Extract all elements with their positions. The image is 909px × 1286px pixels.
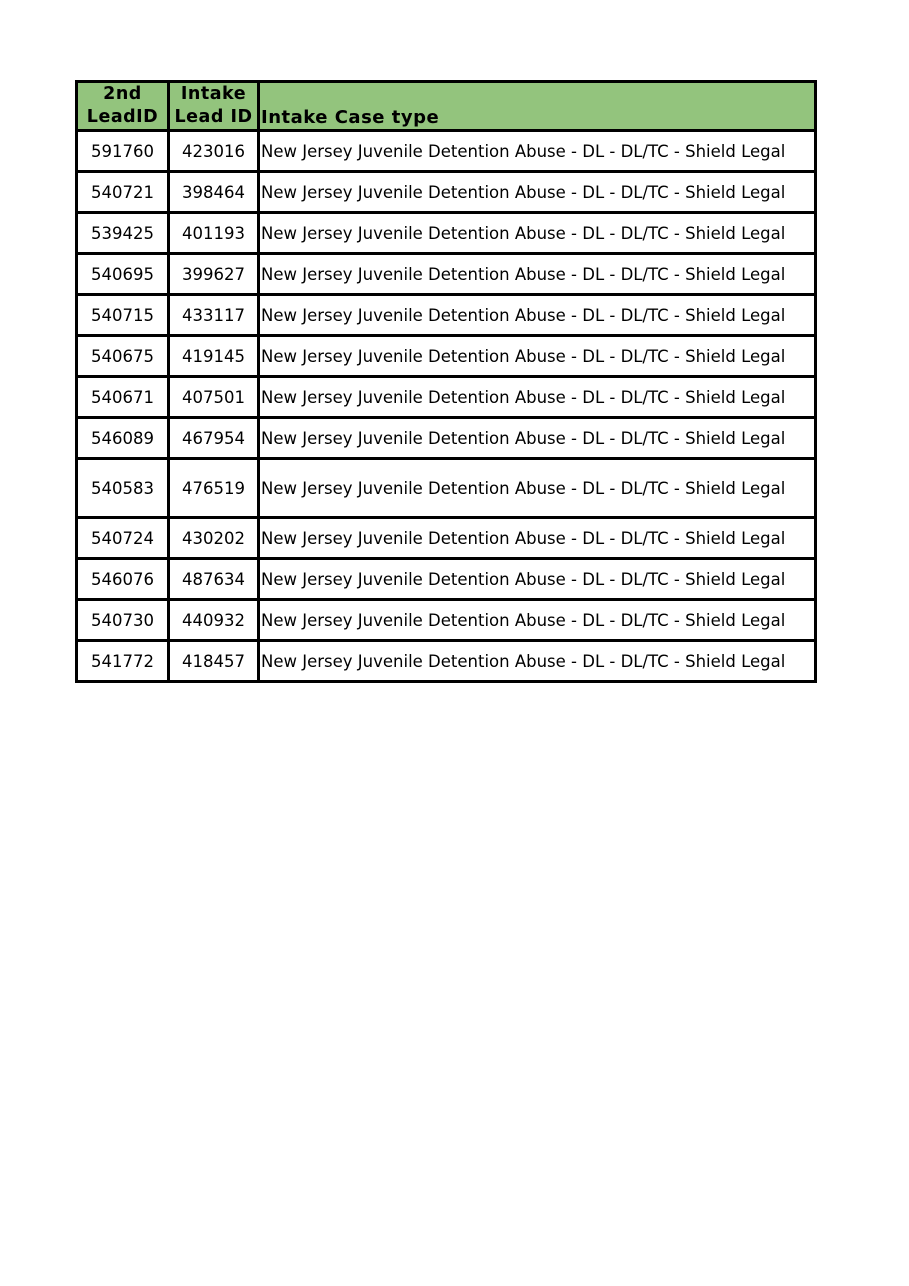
table-row (77, 518, 816, 559)
header-row (77, 82, 816, 131)
table-row (77, 559, 816, 600)
table-row (77, 213, 816, 254)
table-row (77, 600, 816, 641)
table-row (77, 377, 816, 418)
cell-intake-lead-id: 398464 (169, 172, 259, 213)
cell-2nd-lead-id: 540715 (77, 295, 169, 336)
cell-2nd-lead-id: 541772 (77, 641, 169, 682)
cell-2nd-lead-id: 540724 (77, 518, 169, 559)
cell-2nd-lead-id: 539425 (77, 213, 169, 254)
leads-table (75, 80, 817, 683)
cell-intake-lead-id: 476519 (169, 459, 259, 518)
cell-intake-lead-id: 399627 (169, 254, 259, 295)
table-row (77, 418, 816, 459)
cell-intake-lead-id: 430202 (169, 518, 259, 559)
table-row (77, 295, 816, 336)
cell-intake-case-type: New Jersey Juvenile Detention Abuse - DL - DL/TC - Shield Legal (259, 254, 816, 295)
header-2nd-lead-id-line2: LeadID (86, 107, 159, 127)
cell-2nd-lead-id: 546076 (77, 559, 169, 600)
header-2nd-lead-id (77, 82, 169, 131)
spreadsheet-page (75, 80, 817, 683)
cell-intake-lead-id: 487634 (169, 559, 259, 600)
cell-2nd-lead-id: 546089 (77, 418, 169, 459)
table-row (77, 641, 816, 682)
cell-2nd-lead-id: 591760 (77, 131, 169, 172)
cell-intake-lead-id: 433117 (169, 295, 259, 336)
header-intake-lead-id (169, 82, 259, 131)
cell-intake-lead-id: 419145 (169, 336, 259, 377)
header-intake-lead-id-line2: Lead ID (174, 107, 253, 127)
cell-intake-case-type: New Jersey Juvenile Detention Abuse - DL - DL/TC - Shield Legal (259, 418, 816, 459)
cell-intake-case-type: New Jersey Juvenile Detention Abuse - DL - DL/TC - Shield Legal (259, 295, 816, 336)
header-intake-case-type: Intake Case type (259, 82, 816, 131)
cell-intake-lead-id: 440932 (169, 600, 259, 641)
table-row (77, 131, 816, 172)
cell-intake-lead-id: 418457 (169, 641, 259, 682)
cell-2nd-lead-id: 540695 (77, 254, 169, 295)
cell-intake-case-type: New Jersey Juvenile Detention Abuse - DL - DL/TC - Shield Legal (259, 600, 816, 641)
cell-2nd-lead-id: 540583 (77, 459, 169, 518)
cell-intake-lead-id: 401193 (169, 213, 259, 254)
cell-intake-lead-id: 423016 (169, 131, 259, 172)
cell-intake-case-type: New Jersey Juvenile Detention Abuse - DL - DL/TC - Shield Legal (259, 336, 816, 377)
table-row (77, 254, 816, 295)
header-2nd-lead-id-line1: 2nd (103, 84, 142, 104)
cell-intake-case-type: New Jersey Juvenile Detention Abuse - DL - DL/TC - Shield Legal (259, 459, 816, 518)
table-row (77, 172, 816, 213)
cell-intake-case-type: New Jersey Juvenile Detention Abuse - DL - DL/TC - Shield Legal (259, 213, 816, 254)
header-intake-lead-id-line1: Intake (180, 84, 247, 104)
cell-2nd-lead-id: 540730 (77, 600, 169, 641)
cell-intake-case-type: New Jersey Juvenile Detention Abuse - DL - DL/TC - Shield Legal (259, 131, 816, 172)
cell-2nd-lead-id: 540721 (77, 172, 169, 213)
cell-intake-case-type: New Jersey Juvenile Detention Abuse - DL - DL/TC - Shield Legal (259, 518, 816, 559)
table-row (77, 459, 816, 518)
cell-2nd-lead-id: 540671 (77, 377, 169, 418)
cell-intake-lead-id: 467954 (169, 418, 259, 459)
cell-intake-lead-id: 407501 (169, 377, 259, 418)
table-row (77, 336, 816, 377)
cell-intake-case-type: New Jersey Juvenile Detention Abuse - DL - DL/TC - Shield Legal (259, 559, 816, 600)
cell-intake-case-type: New Jersey Juvenile Detention Abuse - DL - DL/TC - Shield Legal (259, 172, 816, 213)
cell-intake-case-type: New Jersey Juvenile Detention Abuse - DL - DL/TC - Shield Legal (259, 641, 816, 682)
table-body (77, 131, 816, 682)
cell-intake-case-type: New Jersey Juvenile Detention Abuse - DL - DL/TC - Shield Legal (259, 377, 816, 418)
cell-2nd-lead-id: 540675 (77, 336, 169, 377)
